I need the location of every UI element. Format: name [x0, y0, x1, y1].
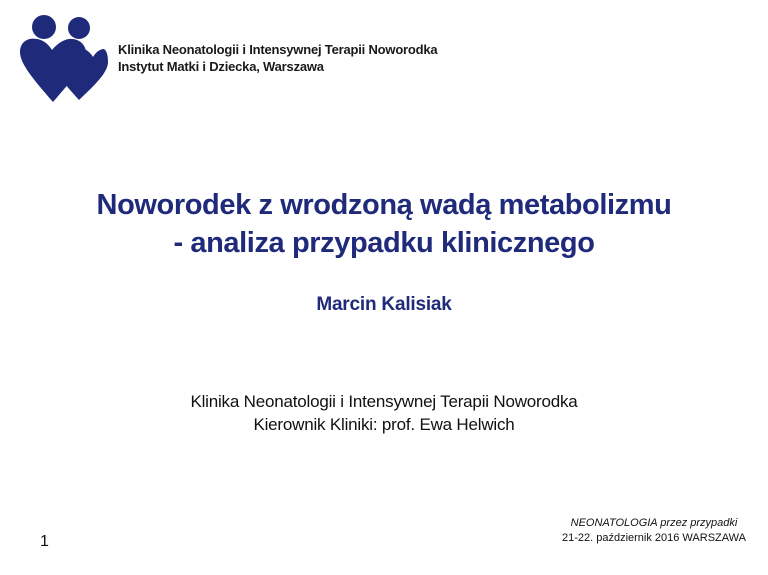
slide-number: 1 — [40, 533, 49, 550]
conference-date-place: 21-22. październik 2016 WARSZAWA — [561, 532, 746, 544]
clinic-info — [0, 390, 768, 436]
institution-header — [118, 41, 437, 75]
clinic-name: Klinika Neonatologii i Intensywnej Terapii Noworodka — [190, 392, 578, 411]
slide-title-line1: Noworodek z wrodzoną wadą metabolizmu — [96, 189, 672, 221]
conference-info — [562, 516, 746, 546]
slide-title-line2: - analiza przypadku klinicznego — [173, 227, 595, 259]
conference-event: NEONATOLOGIA przez przypadki — [570, 517, 738, 529]
institution-subtitle: Instytut Matki i Dziecka, Warszawa — [118, 59, 324, 74]
institution-name: Klinika Neonatologii i Intensywnej Terapii Noworodka — [118, 42, 438, 57]
hearts-figures-logo-icon — [16, 14, 108, 116]
author-name: Marcin Kalisiak — [316, 294, 452, 315]
slide-title — [0, 186, 768, 262]
clinic-head: Kierownik Kliniki: prof. Ewa Helwich — [253, 415, 515, 434]
